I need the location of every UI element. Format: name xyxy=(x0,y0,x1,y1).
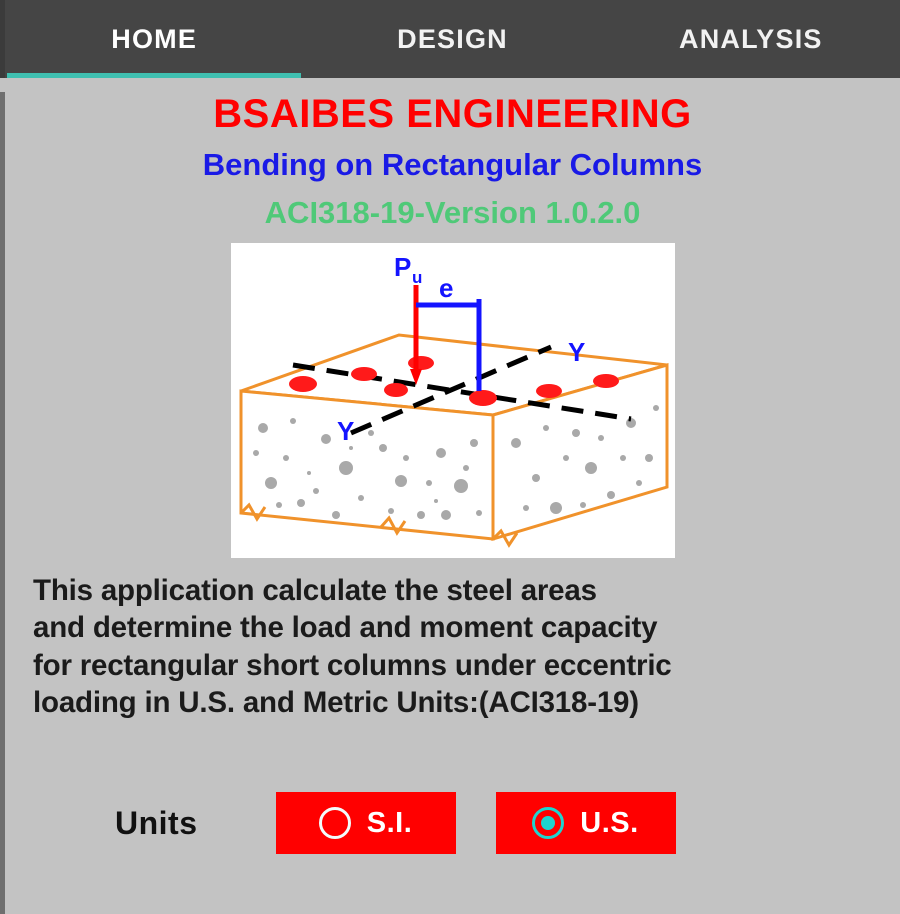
units-option-us[interactable] xyxy=(496,792,676,854)
page-subtitle: Bending on Rectangular Columns xyxy=(202,147,703,182)
svg-text:Y: Y xyxy=(567,337,585,367)
svg-text:e: e xyxy=(438,273,453,303)
svg-text:P: P xyxy=(393,252,411,282)
tab-home[interactable] xyxy=(5,0,303,78)
units-option-si-label: S.I. xyxy=(366,806,413,839)
bottom-spacer xyxy=(5,902,900,914)
radio-unselected-icon xyxy=(319,807,351,839)
description-line-2: and determine the load and moment capacity xyxy=(33,611,658,645)
units-selector xyxy=(5,792,900,854)
column-diagram xyxy=(231,243,675,558)
company-title: BSAIBES ENGINEERING xyxy=(213,92,692,136)
tab-home-label: HOME xyxy=(111,24,198,54)
units-label: Units xyxy=(115,804,198,841)
units-option-us-label: U.S. xyxy=(580,806,639,839)
units-option-si[interactable] xyxy=(276,792,456,854)
top-tab-bar xyxy=(0,0,900,78)
tab-design-label: DESIGN xyxy=(397,24,508,54)
app-description xyxy=(33,572,872,722)
tab-design[interactable] xyxy=(303,0,601,78)
home-content xyxy=(0,92,900,914)
tab-analysis-label: ANALYSIS xyxy=(679,24,823,54)
description-line-3: for rectangular short columns under eccentric xyxy=(33,648,672,682)
svg-text:u: u xyxy=(411,268,422,287)
svg-text:Y: Y xyxy=(336,416,354,446)
tab-analysis[interactable] xyxy=(602,0,900,78)
version-label: ACI318-19-Version 1.0.2.0 xyxy=(264,195,641,230)
description-line-1: This application calculate the steel areas xyxy=(33,574,597,607)
description-line-4: loading in U.S. and Metric Units:(ACI318-19) xyxy=(33,686,639,720)
radio-selected-icon xyxy=(532,807,564,839)
